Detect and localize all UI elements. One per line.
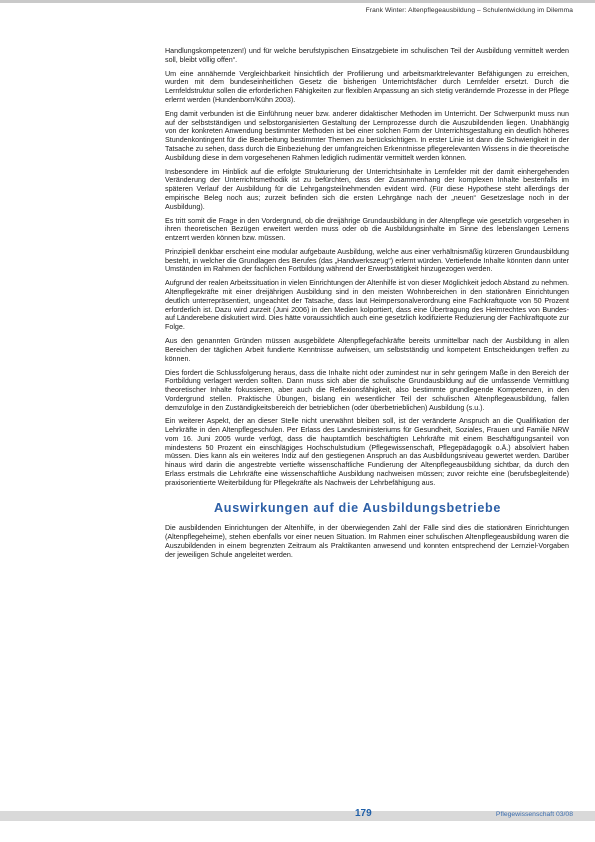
article-body	[165, 47, 569, 565]
paragraph: Um eine annähernde Vergleichbarkeit hinsichtlich der Profilierung und arbeitsmarktrelevanter Befähigungen zu erreichen, wurden mit dem bundeseinheitlichen Gesetz die bisherigen Unterrichtsfächer durch Lernfelder ersetzt. Durch die Lernfeldstruktur sollen die erforderlichen Fähigkeiten zur flexiblen Anpassung an sich stetig verändernde Prozesse in der Pflege erlernt werden (Hundenborn/Kühn 2003).	[165, 69, 569, 104]
paragraph: Insbesondere im Hinblick auf die erfolgte Strukturierung der Unterrichtsinhalte in Lernfelder mit der damit einhergehenden Veränderung der Unterrichtsmethodik ist zu befürchten, dass der Zusammenhang der komplexen Inhalte bestenfalls im späteren Verlauf der Ausbildung für die Lehrgangsteilnehmenden evident wird. (Für diese Hypothese steht allerdings der empirische Beleg noch aus; zurzeit befinden sich die ersten Lehrgänge nach der „neuen“ Gesetzeslage noch in der Ausbildung).	[165, 167, 569, 211]
paragraph: Dies fordert die Schlussfolgerung heraus, dass die Inhalte nicht oder zumindest nur in sehr geringem Maße in den Bereich der Fortbildung verlagert werden sollten. Dann muss sich aber die schulische Grundausbildung auf die umfassende Vermittlung theoretischer Inhalte fokussieren, aber auch die Reflexionsfähigkeit, also bestimmte grundlegende Kompetenzen, in den Vordergrund stellen. Praktische Übungen, bislang ein wesentlicher Teil der schulischen Altenpflegeausbildung, fallen demzufolge in den Zuständigkeitsbereich der betrieblichen (oder überbetrieblichen) Ausbildung (s.u.).	[165, 368, 569, 412]
paragraph: Es tritt somit die Frage in den Vordergrund, ob die dreijährige Grundausbildung in der Altenpflege wie gesetzlich vorgesehen in ihren theoretischen Bezügen erweitert werden muss oder ob die Ausbildungsinhalte im Sinne des lebenslangen Lernens entzerrt werden können bzw. müssen.	[165, 216, 569, 242]
paragraph: Aus den genannten Gründen müssen ausgebildete Altenpflegefachkräfte bereits unmittelbar nach der Ausbildung in allen Bereichen der täglichen Arbeit fundierte Kenntnisse aufweisen, um selbstständig und kompetent Entscheidungen treffen zu können.	[165, 337, 569, 363]
header-rule	[0, 0, 595, 3]
paragraph: Eng damit verbunden ist die Einführung neuer bzw. anderer didaktischer Methoden im Unterricht. Der Schwerpunkt muss nun auf der selbstständigen und selbstorganisierten Gestaltung der Lernprozesse durch die Auszubildenden liegen. Unabhängig von der konkreten Anwendung bestimmter Methoden ist bei einer solchen Form der Unterrichtsgestaltung ein deutlich höheres Stundenkontingent für die Bearbeitung bestimmter Themen zu berücksichtigen. In erster Linie ist dann die Schwierigkeit in der Tatsache zu sehen, dass durch die Einbeziehung der umfangreichen Erkenntnisse pflegerelevanten Wissens in die theoretische Ausbildung diese in dem vorgesehenen Rahmen lediglich rudimentär vermittelt werden können.	[165, 109, 569, 162]
paragraph: Ein weiterer Aspekt, der an dieser Stelle nicht unerwähnt bleiben soll, ist der veränderte Anspruch an die Qualifikation der Lehrkräfte in den Altenpflegeschulen. Per Erlass des Landesministeriums für Gesundheit, Soziales, Frauen und Familie NRW vom 16. Juni 2005 wurde verfügt, dass die hauptamtlich beschäftigten Lehrkräfte mit einem Beschäftigungsanteil von mindestens 50 Prozent ein einschlägiges Hochschulstudium (Pflegewissenschaft, Pflegepädagogik o.Ä.) absolviert haben müssen. Dies kann als ein weiteres Indiz auf den gestiegenen Anspruch an das Ausbildungsniveau gewertet werden. Darüber hinaus wird darin die angestrebte vertiefte wissenschaftliche Fundierung der Altenpflegeausbildung sichtbar, da durch den Erlass erstmals die Lehrkräfte eine wissenschaftliche Ausbildung nachweisen müssen; zuvor reichte eine (berufsbegleitende) praxisorientierte Weiterbildung für Pflegekräfte als Nachweis der Lehrbefähigung aus.	[165, 417, 569, 487]
journal-reference: Pflegewissenschaft 03/08	[495, 811, 573, 818]
running-header: Frank Winter: Altenpflegeausbildung – Schulentwicklung im Dilemma	[365, 7, 573, 14]
paragraph: Aufgrund der realen Arbeitssituation in vielen Einrichtungen der Altenhilfe ist von dieser Möglichkeit jedoch Abstand zu nehmen. Altenpflegekräfte mit einer dreijährigen Ausbildung sind in den meisten Wohnbereichen in den stationären Einrichtungen deutlich unterrepräsentiert, ungeachtet der Tatsache, dass laut Heimpersonalverordnung eine Fachkraftquote von 50 Prozent erforderlich ist. Dazu wird zurzeit (Juni 2006) in den Medien kolportiert, dass eine Übertragung des Heimrechtes von Bundes- auf Länderebene diskutiert wird. Dies hätte voraussichtlich auch eine gesetzlich kodifizierte Reduzierung der Fachkraftquote zur Folge.	[165, 279, 569, 332]
page-number: 179	[355, 808, 372, 819]
section-heading: Auswirkungen auf die Ausbildungsbetriebe	[214, 501, 502, 516]
paragraph: Handlungskompetenzen!) und für welche berufstypischen Einsatzgebiete im schulischen Teil der Ausbildung vermittelt werden soll, bleibt völlig offen“.	[165, 47, 569, 64]
paragraph: Prinzipiell denkbar erscheint eine modular aufgebaute Ausbildung, welche aus einer verhältnismäßig kürzeren Grundausbildung besteht, in welcher die Grundlagen des Berufes (das „Handwerkszeug“) erlernt würden. Vertiefende Inhalte könnten dann unter Umständen im Rahmen der fachlichen Fortbildung während der Erwerbstätigkeit hinzugezogen werden.	[165, 247, 569, 274]
paragraph: Die ausbildenden Einrichtungen der Altenhilfe, in der überwiegenden Zahl der Fälle sind dies die stationären Einrichtungen (Altenpflegeheime), stehen ebenfalls vor einer neuen Situation. Im Rahmen einer schulischen Altenpflegeausbildung waren die Auszubildenden in einem begrenzten Zeitraum als Praktikanten anwesend und konnten entsprechend der Lernziel-Vorgaben der jeweiligen Schule angeleitet werden.	[165, 524, 569, 559]
